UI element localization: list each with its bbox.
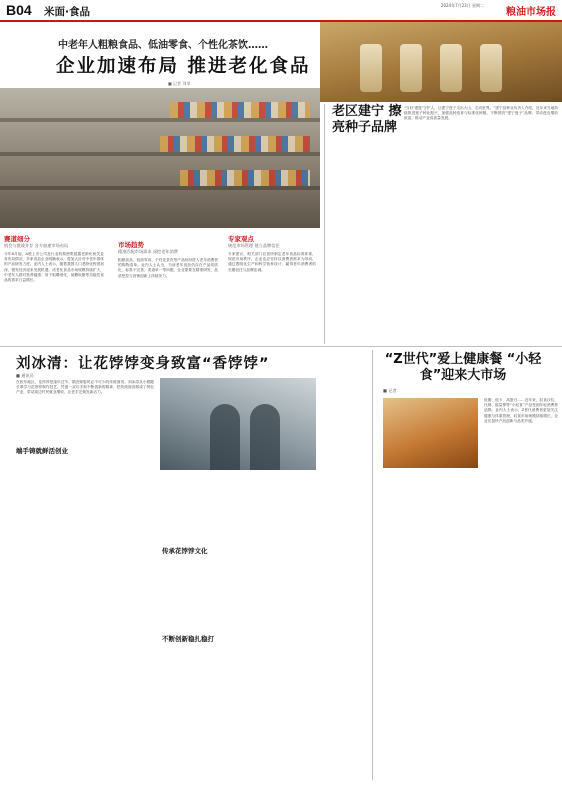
bottom-left-headline: 刘冰清：让花饽饽变身致富“香饽饽” — [16, 356, 270, 372]
issue-date: 2024年7月23日 星期二 — [440, 3, 484, 8]
section-title: 米面·食品 — [44, 6, 90, 18]
flower-bun-photo — [160, 378, 316, 470]
column-divider-lower — [372, 350, 373, 780]
lead-body-col2: 粗粮食品、低油零食、个性化茶饮等产品纷纷进入老年消费者的购物清单。业内人士认为，当前老年食品仍存在产品同质化、标准不完善、渠道单一等问题，企业需要在精准研发、品质把控与营销创新上持续发力。 — [118, 258, 218, 278]
bottom-left-byline: ■ 通讯员 — [16, 373, 34, 378]
page-header — [0, 0, 562, 22]
subhead-sector: 赛道细分 — [4, 235, 30, 243]
lead-kicker: 中老年人粗粮食品、低油零食、个性化茶饮…… — [58, 40, 268, 51]
supermarket-photo — [0, 88, 320, 228]
section-divider — [0, 346, 562, 347]
subhead-trend: 市场趋势 — [118, 241, 144, 249]
newspaper-logo: 粮油市场报 — [506, 7, 556, 18]
right-story-body: “当好‘建莲’守护人，让建宁莲子走出大山、走向世界。”建宁县种业负责人介绍，近年来当地持续推进莲子种业振兴，加强品种选育与标准化种植，不断擦亮“建宁莲子”品牌，带动莲农增收致富，推动产业高质量发展。 — [404, 106, 558, 121]
subhead-craft: 端手铸就鲜活创业 — [16, 447, 68, 455]
right-story-title: 老区建宁 擦亮种子品牌 — [332, 104, 402, 135]
subhead-innovation: 不断创新稳扎稳打 — [162, 635, 214, 643]
lotus-seed-photo — [320, 22, 562, 102]
bottom-right-body: 低脂、低卡、高蛋白……近年来，轻食沙拉、代餐、能量棒等“小轻食”产品受到年轻消费者追捧。业内人士表示，Z世代消费者更加关注健康与体重管理，轻食市场规模持续增长，企业应加快产品创新与品类升级。 — [484, 398, 558, 423]
lead-headline: 企业加速布局 推进老化食品 — [56, 56, 311, 77]
page-number: B04 — [6, 2, 32, 18]
subhead-expert-deck: 规范市场管理 建立品牌信任 — [228, 243, 280, 248]
lead-body-col3: 专家建议，相关部门应加快制定老年食品标准体系，规范市场秩序，企业也应坚持以消费者需求为导向，通过透明化生产和科学营养设计，赢得老年消费者的长期信任与品牌忠诚。 — [228, 252, 316, 272]
bottom-left-body: 在胶东地区，花饽饽是逢年过节、婚丧嫁娶时必不可少的传统面食。刘冰清从小跟随长辈学习花饽饽制作技艺，凭借一双巧手和不断创新的精神，把传统面食做成了特色产业，带动周边村民就业增收，让老手艺焕发新活力。 — [16, 380, 154, 395]
lead-body-col1: 今年6月起，A股上市公司及行业机构密集披露老龄化相关业务布局情况，多家食品企业明确表示，将加大针对中老年群体的产品研发力度。业内人士表示，随着我国人口老龄化程度加深，银发经济迎来发展机遇，适老化食品市场规模持续扩大，中老年人群对营养健康、易于咀嚼消化、低糖低脂等功能性食品的需求日益增长。 — [4, 252, 104, 283]
column-divider — [324, 104, 325, 344]
lead-byline: ■ 记者 刘翠 — [168, 81, 191, 86]
subhead-sector-deck: 机会与挑战并存 各方加速市场布局 — [4, 243, 69, 248]
subhead-heritage: 传承花饽饽文化 — [162, 547, 208, 555]
subhead-trend-deck: 精准匹配市场需求 深挖老年消费 — [118, 249, 178, 254]
bottom-right-byline: ■ 记者 — [383, 388, 397, 393]
subhead-expert: 专家观点 — [228, 235, 254, 243]
bottom-right-headline: “Z世代”爱上健康餐 “小轻食”迎来大市场 — [384, 352, 542, 383]
light-meal-photo — [383, 398, 478, 468]
